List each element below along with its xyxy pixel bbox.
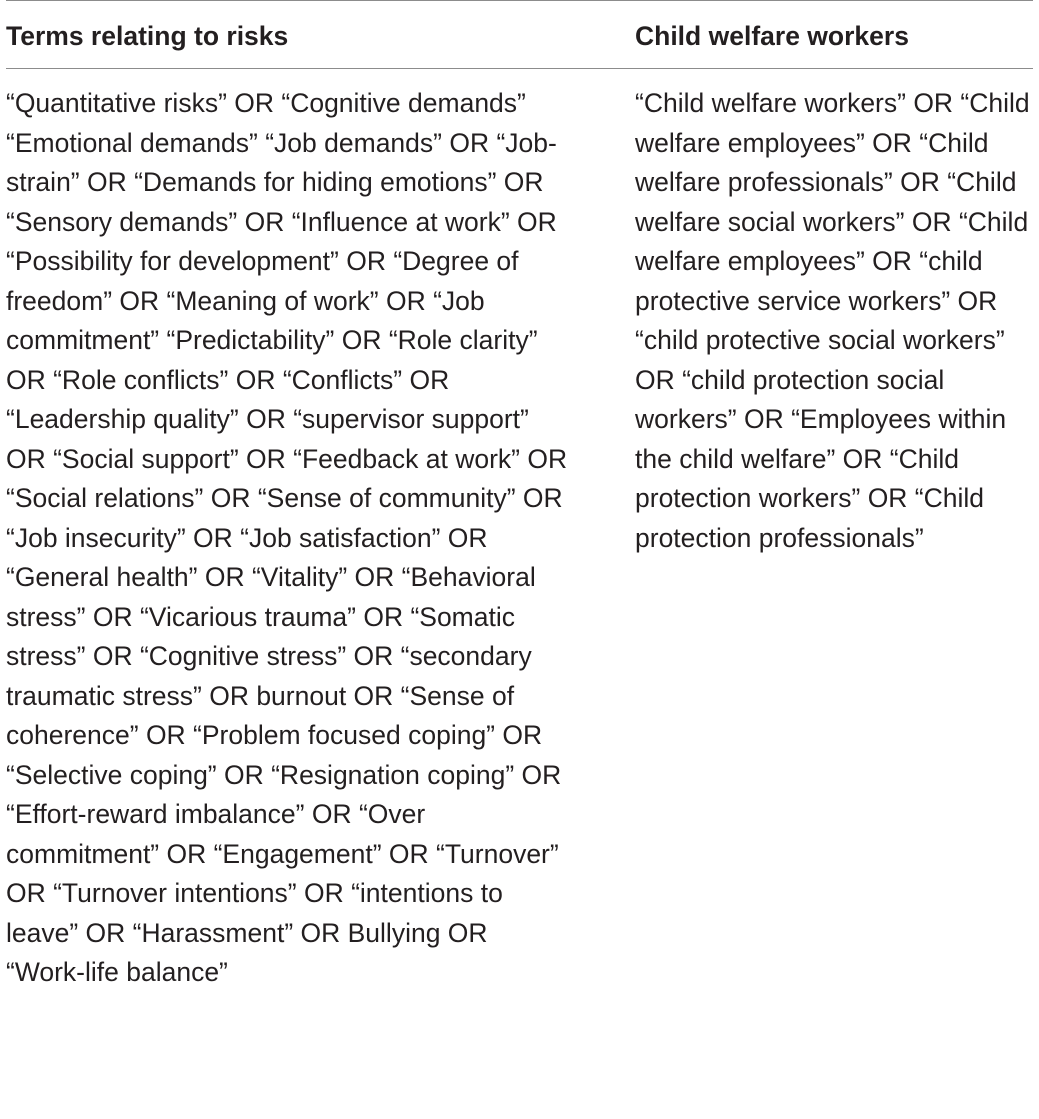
cell-risks-terms: “Quantitative risks” OR “Cognitive demands” “Emotional demands” “Job demands” OR “Job-strain” OR “Demands for hiding emotions” OR “Sensory demands” OR “Influence at work” OR “Possibility for development” OR “Degree of freedom” OR “Meaning of work” OR “Job commitment” “Predictability” OR “Role clarity” OR “Role conflicts” OR “Conflicts” OR “Leadership quality” OR “supervisor support” OR “Social support” OR “Feedback at work” OR “Social relations” OR “Sense of community” OR “Job insecurity” OR “Job satisfaction” OR “General health” OR “Vitality” OR “Behavioral stress” OR “Vicarious trauma” OR “Somatic stress” OR “Cognitive stress” OR “secondary traumatic stress” OR burnout OR “Sense of coherence” OR “Problem focused coping” OR “Selective coping” OR “Resignation coping” OR “Effort-reward imbalance” OR “Over commitment” OR “Engagement” OR “Turnover” OR “Turnover intentions” OR “intentions to leave” OR “Harassment” OR Bullying OR “Work-life balance”	[6, 88, 568, 987]
table-header-row	[6, 1, 1039, 68]
cell-workers-terms: “Child welfare workers” OR “Child welfare employees” OR “Child welfare professionals” OR “Child welfare social workers” OR “Child welfare employees” OR “child protective service workers” OR “child protective social workers” OR “child protection social workers” OR “Employees within the child welfare” OR “Child protection workers” OR “Child protection professionals”	[635, 88, 1030, 553]
header-risks: Terms relating to risks	[6, 20, 289, 51]
search-terms-table	[6, 0, 1039, 993]
table-row	[6, 69, 1039, 993]
header-workers: Child welfare workers	[635, 20, 909, 51]
